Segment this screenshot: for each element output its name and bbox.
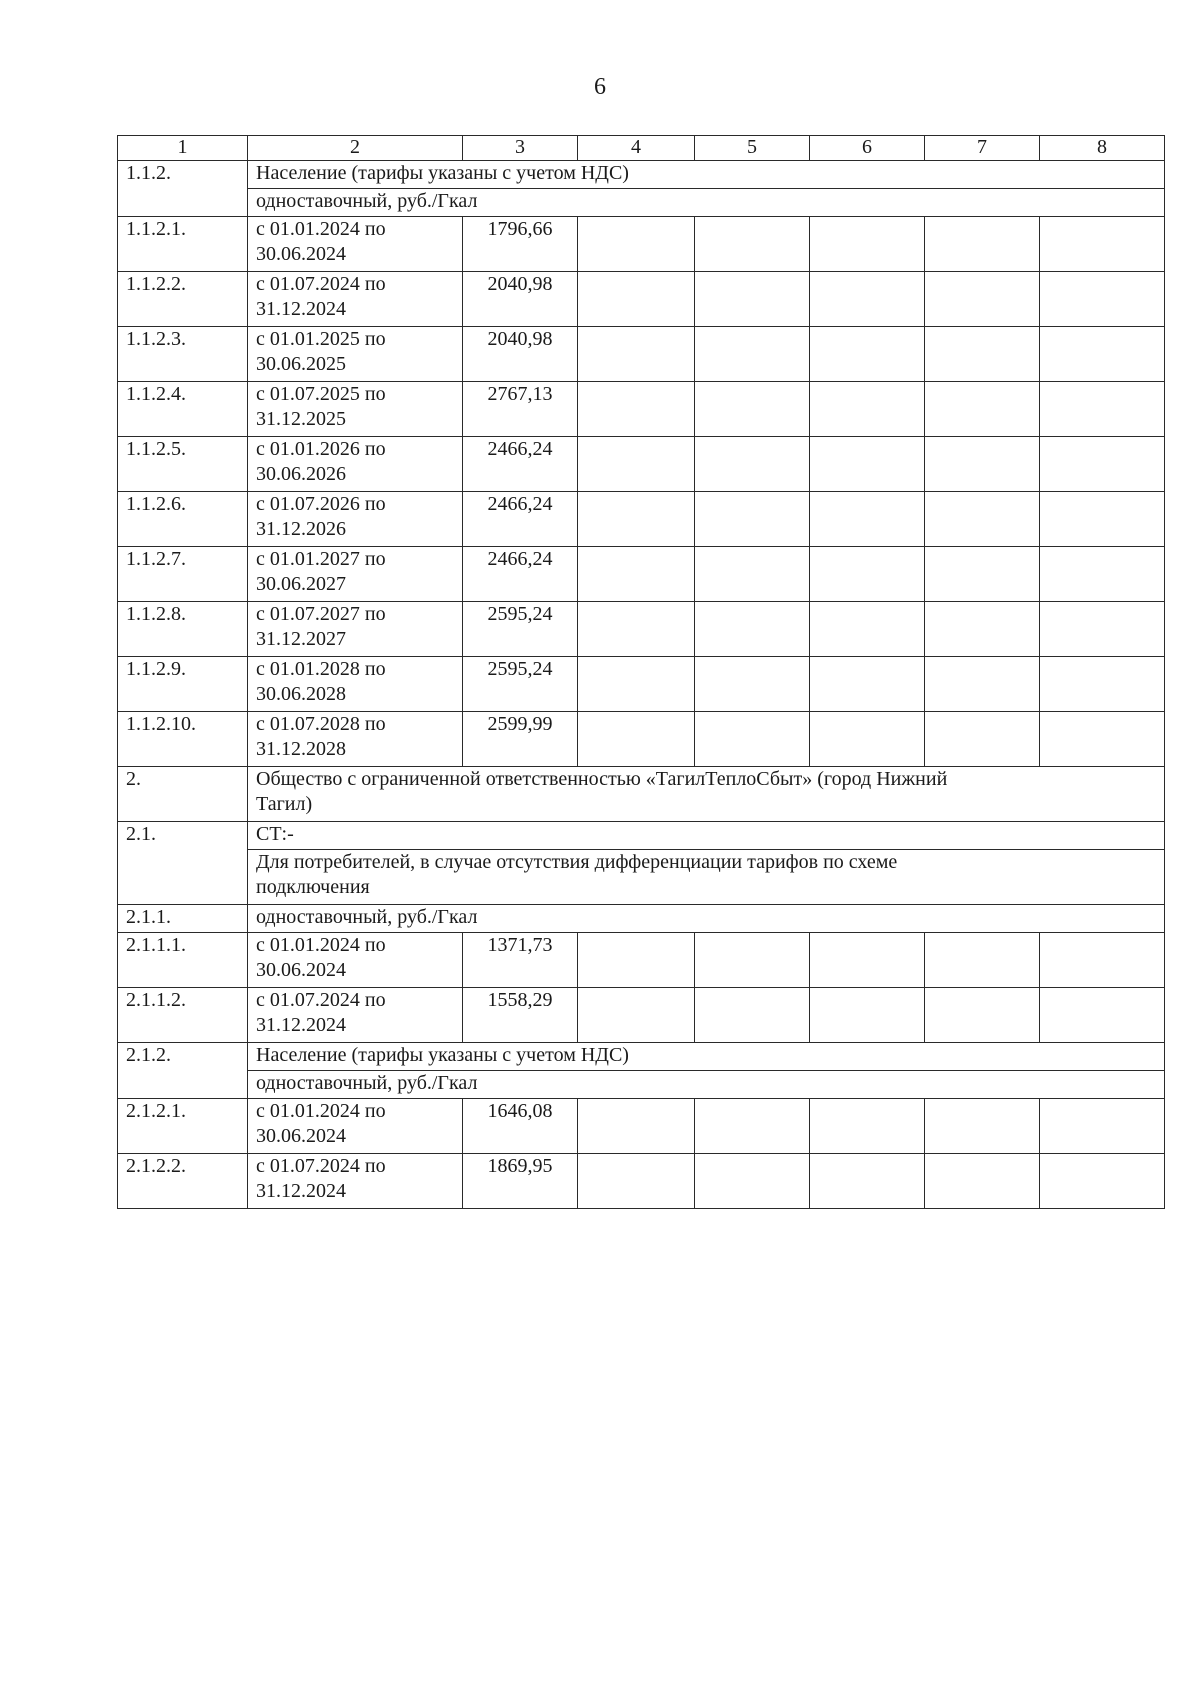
period-to: 30.06.2026: [256, 463, 346, 485]
organization-title-line: Общество с ограниченной ответственностью «ТагилТеплоСбыт» (город Нижний: [256, 768, 948, 790]
empty-cell: [810, 712, 925, 767]
empty-cell: [695, 327, 810, 382]
empty-cell: [578, 988, 695, 1043]
tariff-value: 2466,24: [463, 492, 578, 547]
empty-cell: [578, 712, 695, 767]
empty-cell: [1040, 657, 1165, 712]
empty-cell: [810, 1154, 925, 1209]
empty-cell: [1040, 217, 1165, 272]
empty-cell: [695, 933, 810, 988]
period-to: 30.06.2025: [256, 353, 346, 375]
period-to: 30.06.2024: [256, 243, 346, 265]
period-cell: [248, 712, 463, 767]
period-cell: [248, 1099, 463, 1154]
table-row: [118, 1099, 1165, 1154]
empty-cell: [810, 988, 925, 1043]
table-row: [118, 657, 1165, 712]
empty-cell: [578, 933, 695, 988]
empty-cell: [810, 492, 925, 547]
period-from: с 01.01.2024 по: [256, 218, 386, 240]
row-code: 1.1.2.6.: [118, 492, 248, 547]
unit-label: одноставочный, руб./Гкал: [248, 189, 1165, 217]
tariff-value: 1558,29: [463, 988, 578, 1043]
consumer-note-line: Для потребителей, в случае отсутствия дифференциации тарифов по схеме: [256, 851, 898, 873]
tariff-value: 1371,73: [463, 933, 578, 988]
empty-cell: [810, 382, 925, 437]
row-code: 1.1.2.5.: [118, 437, 248, 492]
tariff-value: 2466,24: [463, 547, 578, 602]
unit-row: [118, 189, 1165, 217]
period-from: с 01.07.2028 по: [256, 713, 386, 735]
tariff-value: 2466,24: [463, 437, 578, 492]
organization-title: [248, 767, 1165, 822]
row-code: 2.1.2.: [118, 1043, 248, 1099]
unit-label: одноставочный, руб./Гкал: [248, 905, 1165, 933]
empty-cell: [695, 712, 810, 767]
empty-cell: [810, 272, 925, 327]
page-number: 6: [594, 74, 606, 100]
empty-cell: [925, 1154, 1040, 1209]
section-title: Население (тарифы указаны с учетом НДС): [248, 1043, 1165, 1071]
tariff-value: 2595,24: [463, 657, 578, 712]
column-number: 5: [695, 136, 810, 161]
section-heading-row: [118, 161, 1165, 189]
empty-cell: [925, 272, 1040, 327]
empty-cell: [695, 1099, 810, 1154]
row-code: 2.1.1.1.: [118, 933, 248, 988]
period-cell: [248, 327, 463, 382]
empty-cell: [1040, 1154, 1165, 1209]
table-row: [118, 988, 1165, 1043]
period-from: с 01.07.2024 по: [256, 273, 386, 295]
row-code: 1.1.2.2.: [118, 272, 248, 327]
tariff-table: [117, 135, 1165, 1209]
row-code: 1.1.2.9.: [118, 657, 248, 712]
table-row: [118, 327, 1165, 382]
empty-cell: [925, 382, 1040, 437]
table-row: [118, 933, 1165, 988]
empty-cell: [1040, 712, 1165, 767]
tariff-value: 2767,13: [463, 382, 578, 437]
empty-cell: [695, 602, 810, 657]
row-code: 1.1.2.10.: [118, 712, 248, 767]
column-number: 8: [1040, 136, 1165, 161]
empty-cell: [578, 1099, 695, 1154]
empty-cell: [1040, 272, 1165, 327]
empty-cell: [810, 657, 925, 712]
period-to: 30.06.2028: [256, 683, 346, 705]
table-row: [118, 217, 1165, 272]
period-from: с 01.07.2024 по: [256, 989, 386, 1011]
period-from: с 01.01.2025 по: [256, 328, 386, 350]
consumer-note-line: подключения: [256, 876, 370, 898]
tariff-value: 2040,98: [463, 327, 578, 382]
column-number: 7: [925, 136, 1040, 161]
table-row: [118, 382, 1165, 437]
row-code: 2.1.2.2.: [118, 1154, 248, 1209]
column-number: 2: [248, 136, 463, 161]
tariff-value: 2595,24: [463, 602, 578, 657]
empty-cell: [695, 492, 810, 547]
empty-cell: [695, 382, 810, 437]
empty-cell: [810, 933, 925, 988]
row-code: 1.1.2.3.: [118, 327, 248, 382]
period-cell: [248, 217, 463, 272]
empty-cell: [695, 657, 810, 712]
unit-row: [118, 905, 1165, 933]
empty-cell: [695, 547, 810, 602]
empty-cell: [925, 1099, 1040, 1154]
table-row: [118, 1154, 1165, 1209]
row-code: 2.1.: [118, 822, 248, 905]
row-code: 2.: [118, 767, 248, 822]
period-cell: [248, 1154, 463, 1209]
empty-cell: [925, 217, 1040, 272]
empty-cell: [578, 492, 695, 547]
unit-row: [118, 1071, 1165, 1099]
period-cell: [248, 602, 463, 657]
row-code: 1.1.2.1.: [118, 217, 248, 272]
period-to: 31.12.2025: [256, 408, 346, 430]
period-from: с 01.01.2024 по: [256, 934, 386, 956]
empty-cell: [695, 437, 810, 492]
empty-cell: [1040, 382, 1165, 437]
period-to: 31.12.2028: [256, 738, 346, 760]
empty-cell: [578, 217, 695, 272]
row-code: 2.1.2.1.: [118, 1099, 248, 1154]
table-row: [118, 712, 1165, 767]
empty-cell: [1040, 602, 1165, 657]
empty-cell: [1040, 547, 1165, 602]
empty-cell: [1040, 1099, 1165, 1154]
empty-cell: [578, 602, 695, 657]
empty-cell: [1040, 437, 1165, 492]
organization-row: [118, 767, 1165, 822]
empty-cell: [925, 657, 1040, 712]
table-row: [118, 492, 1165, 547]
period-from: с 01.07.2027 по: [256, 603, 386, 625]
empty-cell: [925, 712, 1040, 767]
period-from: с 01.07.2025 по: [256, 383, 386, 405]
note-row: [118, 850, 1165, 905]
organization-title-line: Тагил): [256, 793, 313, 815]
row-code: 1.1.2.8.: [118, 602, 248, 657]
period-cell: [248, 657, 463, 712]
ct-row: [118, 822, 1165, 850]
empty-cell: [578, 657, 695, 712]
empty-cell: [810, 1099, 925, 1154]
period-to: 31.12.2027: [256, 628, 346, 650]
period-to: 30.06.2027: [256, 573, 346, 595]
tariff-value: 1869,95: [463, 1154, 578, 1209]
row-code: 1.1.2.4.: [118, 382, 248, 437]
period-to: 31.12.2026: [256, 518, 346, 540]
empty-cell: [578, 1154, 695, 1209]
table-row: [118, 272, 1165, 327]
period-cell: [248, 492, 463, 547]
empty-cell: [810, 217, 925, 272]
period-to: 30.06.2024: [256, 1125, 346, 1147]
period-cell: [248, 272, 463, 327]
column-number-row: [118, 136, 1165, 161]
empty-cell: [1040, 933, 1165, 988]
period-to: 31.12.2024: [256, 1014, 346, 1036]
empty-cell: [578, 437, 695, 492]
table-row: [118, 602, 1165, 657]
period-cell: [248, 547, 463, 602]
period-to: 30.06.2024: [256, 959, 346, 981]
row-code: 2.1.1.: [118, 905, 248, 933]
section-title: Население (тарифы указаны с учетом НДС): [248, 161, 1165, 189]
empty-cell: [925, 933, 1040, 988]
empty-cell: [695, 272, 810, 327]
empty-cell: [695, 217, 810, 272]
tariff-value: 1796,66: [463, 217, 578, 272]
empty-cell: [578, 327, 695, 382]
empty-cell: [810, 602, 925, 657]
empty-cell: [695, 988, 810, 1043]
empty-cell: [1040, 988, 1165, 1043]
tariff-value: 2040,98: [463, 272, 578, 327]
empty-cell: [925, 492, 1040, 547]
period-from: с 01.01.2028 по: [256, 658, 386, 680]
empty-cell: [810, 547, 925, 602]
empty-cell: [578, 547, 695, 602]
column-number: 1: [118, 136, 248, 161]
empty-cell: [810, 327, 925, 382]
empty-cell: [925, 602, 1040, 657]
consumer-note: [248, 850, 1165, 905]
column-number: 4: [578, 136, 695, 161]
period-from: с 01.07.2026 по: [256, 493, 386, 515]
empty-cell: [578, 272, 695, 327]
period-to: 31.12.2024: [256, 1180, 346, 1202]
period-cell: [248, 382, 463, 437]
empty-cell: [1040, 327, 1165, 382]
period-from: с 01.07.2024 по: [256, 1155, 386, 1177]
period-from: с 01.01.2026 по: [256, 438, 386, 460]
column-number: 6: [810, 136, 925, 161]
table-row: [118, 437, 1165, 492]
period-from: с 01.01.2027 по: [256, 548, 386, 570]
period-cell: [248, 437, 463, 492]
table-row: [118, 547, 1165, 602]
period-to: 31.12.2024: [256, 298, 346, 320]
row-code: 2.1.1.2.: [118, 988, 248, 1043]
period-cell: [248, 933, 463, 988]
ct-label: СТ:-: [248, 822, 1165, 850]
tariff-value: 2599,99: [463, 712, 578, 767]
empty-cell: [925, 547, 1040, 602]
empty-cell: [925, 988, 1040, 1043]
tariff-value: 1646,08: [463, 1099, 578, 1154]
period-from: с 01.01.2024 по: [256, 1100, 386, 1122]
empty-cell: [925, 437, 1040, 492]
empty-cell: [1040, 492, 1165, 547]
empty-cell: [695, 1154, 810, 1209]
empty-cell: [578, 382, 695, 437]
empty-cell: [925, 327, 1040, 382]
unit-label: одноставочный, руб./Гкал: [248, 1071, 1165, 1099]
period-cell: [248, 988, 463, 1043]
row-code: 1.1.2.7.: [118, 547, 248, 602]
section-heading-row: [118, 1043, 1165, 1071]
empty-cell: [810, 437, 925, 492]
column-number: 3: [463, 136, 578, 161]
row-code: 1.1.2.: [118, 161, 248, 217]
